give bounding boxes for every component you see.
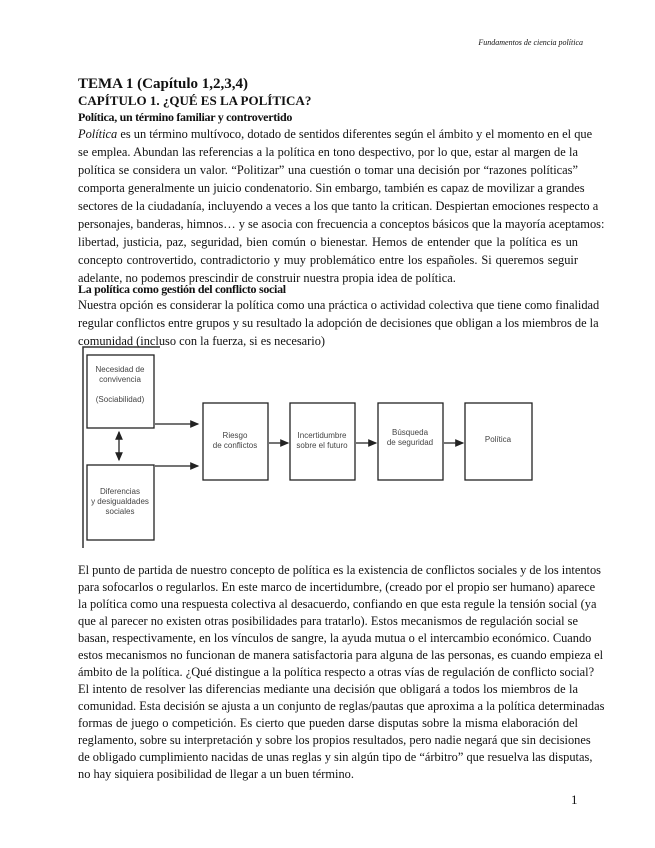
- box-politics: [465, 403, 532, 480]
- svg-text:Necesidad de: Necesidad de: [95, 365, 145, 374]
- text-line: formas de juego o competición. Es cierto que pueden darse disputas sobre la misma elaboración del: [78, 716, 578, 730]
- text-line: estos mecanismos no funcionan de manera satisfactoria para alguna de las personas, es cuando empieza el: [78, 648, 604, 662]
- section-heading: La política como gestión del conflicto social: [78, 282, 286, 296]
- svg-text:de seguridad: de seguridad: [386, 438, 434, 447]
- text-line: comunidad (incluso con la fuerza, si es necesario): [78, 334, 326, 348]
- box-risk: [203, 403, 268, 480]
- svg-text:(Sociabilidad): (Sociabilidad): [95, 395, 145, 404]
- text-line: El intento de resolver las diferencias mediante una decisión que obligará a todos los miembros de la: [78, 682, 578, 696]
- svg-text:sociales: sociales: [105, 507, 135, 516]
- emphasis: Política: [78, 127, 118, 141]
- text: es un término multívoco, dotado de sentidos diferentes según el ámbito y el momento en el que: [117, 127, 593, 141]
- svg-text:Diferencias: Diferencias: [99, 487, 141, 496]
- svg-text:Política: Política: [484, 435, 512, 444]
- text-line: para sofocarlos o regularlos. En este marco de incertidumbre, (creado por el propio ser humano) aparece: [78, 580, 596, 594]
- text-line: de obligado cumplimiento nacidas de unas reglas y sin algún tipo de “árbitro” que resuelva las disputas,: [78, 750, 593, 764]
- svg-text:sobre el futuro: sobre el futuro: [296, 441, 348, 450]
- text-line: que al parecer no existen otras posibilidades para tratarlo). Estos mecanismos de regulación social se: [78, 614, 578, 628]
- text-line: reglamento, sobre su interpretación y sobre los propios resultados, pero nadie negará que sin decisiones: [78, 733, 591, 747]
- box-uncertainty: [290, 403, 355, 480]
- box-need: [87, 355, 154, 428]
- svg-text:Búsqueda: Búsqueda: [391, 428, 429, 437]
- text-line: El punto de partida de nuestro concepto de política es la existencia de conflictos sociales y de los intentos: [78, 563, 602, 577]
- svg-text:de conflictos: de conflictos: [212, 441, 258, 450]
- text-line: la política como una respuesta colectiva al desacuerdo, confiando en que esta regule la tensión social (ya: [78, 597, 597, 611]
- text-line: regular conflictos entre grupos y su resultado la adopción de decisiones que obligan a los miembros de la: [78, 316, 599, 330]
- text-line: comporta generalmente un juicio condenatorio. Sin embargo, también es capaz de movilizar a grandes: [78, 181, 585, 195]
- text-line: sectores de la ciudadanía, incluyendo a veces a los que tanto la critican. Despiertan emociones respecto a: [78, 199, 599, 213]
- page-title: TEMA 1 (Capítulo 1,2,3,4): [78, 76, 249, 92]
- running-header: Fundamentos de ciencia política: [478, 38, 583, 47]
- paragraph-starting-point: [78, 562, 605, 783]
- text-line: se emplea. Abundan las referencias a la política en tono despectivo, por lo que, estar al margen de la: [78, 145, 578, 159]
- text-line: adelante, no podemos prescindir de construir nuestra propia idea de política.: [78, 271, 456, 285]
- svg-text:Riesgo: Riesgo: [222, 431, 248, 440]
- svg-text:convivencia: convivencia: [99, 375, 141, 384]
- text-line: personajes, banderas, himnos… y se asocia con frecuencia a conceptos básicos que la mayoría aceptamos:: [78, 217, 605, 231]
- text-line: no hay siquiera posibilidad de llegar a un buen término.: [78, 767, 354, 781]
- section-heading: Política, un término familiar y controvertido: [78, 110, 293, 124]
- svg-text:y desigualdades: y desigualdades: [91, 497, 149, 506]
- text-line: libertad, justicia, paz, seguridad, bien común o bienestar. Hemos de entender que la política es un: [78, 235, 578, 249]
- text-line: Nuestra opción es considerar la política como una práctica o actividad colectiva que tiene como finalidad: [78, 298, 600, 312]
- text-line: concepto controvertido, contradictorio y muy problemático entre los españoles. Si queremos seguir: [78, 253, 578, 267]
- page-number: 1: [571, 792, 578, 807]
- box-differences: [87, 465, 154, 540]
- text-line: política se considera un valor. “Politizar” una cuestión o tomar una decisión por “razones políticas”: [78, 163, 578, 177]
- text-line: ámbito de la política. ¿Qué distingue a la política respecto a otras vías de regulación de conflicto social?: [78, 665, 595, 679]
- chapter-title: CAPÍTULO 1. ¿QUÉ ES LA POLÍTICA?: [78, 93, 312, 108]
- svg-text:Incertidumbre: Incertidumbre: [297, 431, 347, 440]
- text-line: comunidad. Esta decisión se ajusta a un conjunto de reglas/pautas que aproxima a la política determinadas: [78, 699, 605, 713]
- text-line: basan, respectivamente, en los vínculos de sangre, la ayuda mutua o el intercambio económico. Cuando: [78, 631, 592, 645]
- box-search-security: [378, 403, 443, 480]
